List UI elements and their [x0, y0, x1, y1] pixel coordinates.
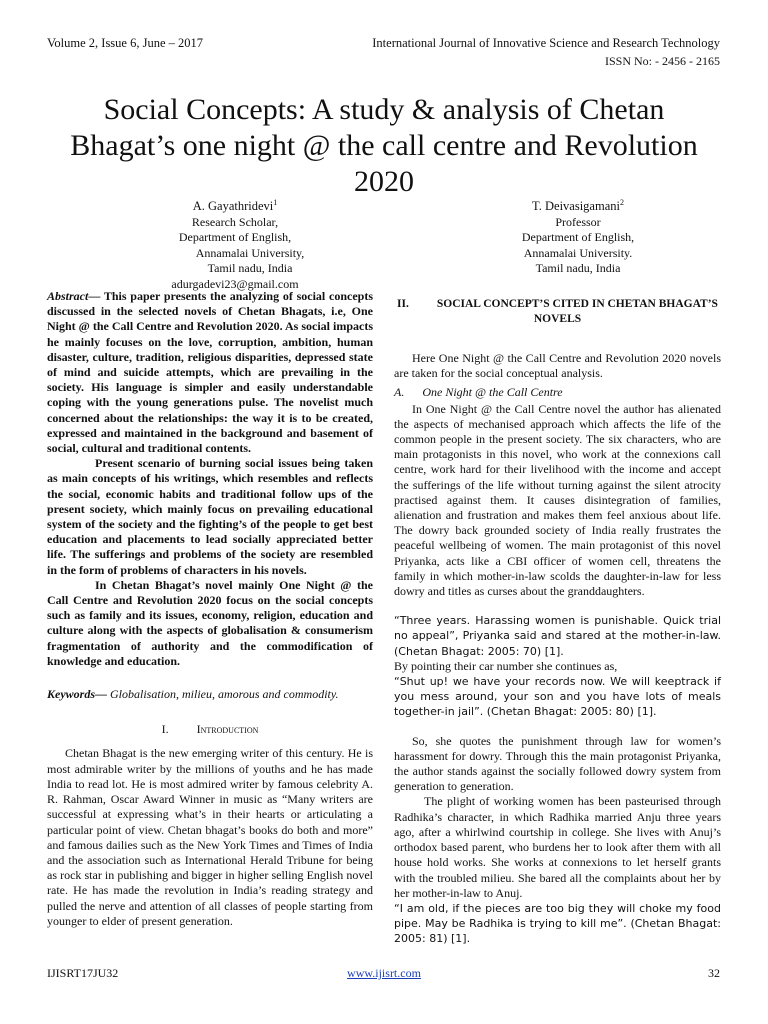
footer-url-wrap — [0, 966, 768, 981]
subsection-title: One Night @ the Call Centre — [422, 385, 563, 400]
author-2 — [448, 195, 708, 277]
intro-num: I. — [161, 722, 169, 737]
section-heading-2 — [394, 297, 721, 327]
left-column — [47, 289, 373, 929]
section2-p1: In One Night @ the Call Centre novel the author has alienated the aspects of mechanised approach which affects the life of the common people in the present society. The six characters, who are main protagonists in this novel, who work at the connexions call centre, work hard for their livelihood with the income and accept the sufferings of the life without turning against the silent atrocity practised against them. It causes disintegration of families, alienation and frustration and makes them feel anxious about life. The dowry back grounded society of India really frustrates the peaceful wellbeing of women. The main protagonist of this novel Priyanka, acts like a CBI officer of women cell, threatens the family in which mother-in-law scolds the daughter-in-law for less dowry and titles as curses about the granddaughters. — [394, 401, 721, 599]
quote-3: “I am old, if the pieces are too big they will choke my food pipe. May be Radhika is trying to kill me”. (Chetan Bhagat: 2005: 81) [1]. — [394, 901, 721, 946]
author-1-place: Tamil nadu, India — [207, 261, 293, 276]
section2-p3: The plight of working women has been pasteurised through Radhika’s character, in which Radhika married Anju three years ago, after a whirlwind courtship in college. She lives with Anuj’s orthodox based parent, who burdens her to look after them with all house hold works. She works at connexions to let herself grants with the troubled milieu. She bared all the complaints about her by her mother-in-law to Anuj. — [394, 794, 721, 900]
intro-text: Chetan Bhagat is the new emerging writer of this century. He is most admirable writer by the millions of youths and he has made India to read lot. He is most admired writer by famous celebrity A. R. Rahman, Oscar Award Winner in music as “Many writers are successful at expressing what’s in their hearts or articulating a particular point of view. Chetan bhagat’s books do both and more” and famous dailies such as the New York Times and Times of India and the association such as International Herald Tribune for being as rock star in publishing and bigger in higher selling English novel rate. He has made the revolution in India’s reading strategy and pulled the nerve and attention of all classes of people starting from younger to elder of present generation. — [47, 746, 373, 928]
section2-line1: By pointing their car number she continues as, — [394, 658, 618, 673]
author-1-name: A. Gayathridevi — [192, 199, 274, 214]
author-2-role: Professor — [555, 214, 601, 229]
abstract-p3: In Chetan Bhagat’s novel mainly One Night @ the Call Centre and Revolution 2020 focus on the social concepts such as family and its issues, economy, religion, education and culture along with the aspects of globalisation & consumerism fragmentation of authority and the commodification of knowledge and education. — [47, 577, 373, 668]
abstract-dash: — — [88, 289, 104, 303]
right-column — [394, 297, 721, 947]
author-1-role: Research Scholar, — [191, 214, 279, 229]
footer-page-number: 32 — [708, 966, 720, 980]
section2-title: SOCIAL CONCEPT’S CITED IN CHETAN BHAGAT’S NOVELS — [436, 298, 718, 325]
keywords — [47, 687, 373, 702]
section2-p2: So, she quotes the punishment through law for women’s harassment for dowry. Through this the main protagonist Priyanka, the author stands against the socially followed dowry system from generation to generation. — [394, 733, 721, 794]
footer-url-link[interactable]: www.ijisrt.com — [347, 966, 421, 980]
author-1-sup: 1 — [273, 198, 278, 207]
author-1-email[interactable]: adurgadevi23@gmail.com — [171, 276, 299, 291]
intro-first-letter: I — [196, 722, 201, 737]
section2-num: II. — [397, 298, 409, 310]
author-1-dept: Department of English, — [178, 230, 292, 245]
quote-2: “Shut up! we have your records now. We will keeptrack if you mess around, your son and you have lots of meals together-in jail”. (Chetan Bhagat: 2005: 80) [1]. — [394, 675, 721, 719]
header-issn: ISSN No: - 2456 - 2165 — [604, 54, 720, 68]
author-2-dept: Department of English, — [521, 230, 635, 245]
paper-title: Social Concepts: A study & analysis of Chetan Bhagat’s one night @ the call centre and Revolution 2020 — [70, 93, 698, 198]
author-1 — [105, 195, 365, 292]
footer-code: IJISRT17JU32 — [47, 966, 119, 980]
subsection-num: A. — [394, 385, 405, 400]
header-journal: International Journal of Innovative Science and Research Technology — [372, 36, 720, 50]
abstract-label: Abstract — [47, 289, 89, 303]
intro-rest: ntroduction — [200, 722, 259, 737]
author-1-univ: Annamalai University, — [195, 245, 305, 260]
abstract-p1 — [47, 289, 373, 456]
section2-intro: Here One Night @ the Call Centre and Revolution 2020 novels are taken for the social conceptual analysis. — [394, 351, 721, 381]
author-2-sup: 2 — [619, 198, 624, 207]
keywords-label: Keywords— — [47, 687, 107, 702]
author-2-place: Tamil nadu, India — [535, 261, 621, 276]
author-2-name: T. Deivasigamani — [532, 199, 620, 214]
abstract-p2: Present scenario of burning social issues being taken as main concepts of his writings, which resembles and reflects the social, economic habits and traditional follow ups of the present society, which mainly focus on prevailing educational system of the society and the fighting’s of the people to get best education and placements to lead socially appreciated better life. The sufferings and problems of the society are resembled in the form of problems of characters in his novels. — [47, 456, 373, 577]
subsection-heading-a — [394, 385, 721, 400]
author-2-univ: Annamalai University. — [523, 245, 633, 260]
quote-1: “Three years. Harassing women is punishable. Quick trial no appeal”, Priyanka said and stared at the mother-in-law. (Chetan Bhagat: 2005: 70) [1]. — [394, 614, 721, 658]
keywords-text: Globalisation, milieu, amorous and commodity. — [110, 687, 339, 702]
section-heading-introduction — [47, 722, 373, 737]
abstract-text-1: This paper presents the analyzing of social concepts discussed in the selected novels of Chetan Bhagats, i.e, One Night @ the Call Centre and Revolution 2020. As social impacts he mainly focuses on the love, corruption, ambition, human disaster, culture, tradition, religious disparities, depressed state of mind and suicide attempts, which are prevailing in the society. His language is simpler and easily understandable coping with the young generations pulse. The novelist much concerned about the relationships: the way it is to be created, expressed and maintained in the background and basement of social, cultural and traditional contents. — [47, 289, 373, 456]
header-volume: Volume 2, Issue 6, June – 2017 — [47, 36, 204, 50]
